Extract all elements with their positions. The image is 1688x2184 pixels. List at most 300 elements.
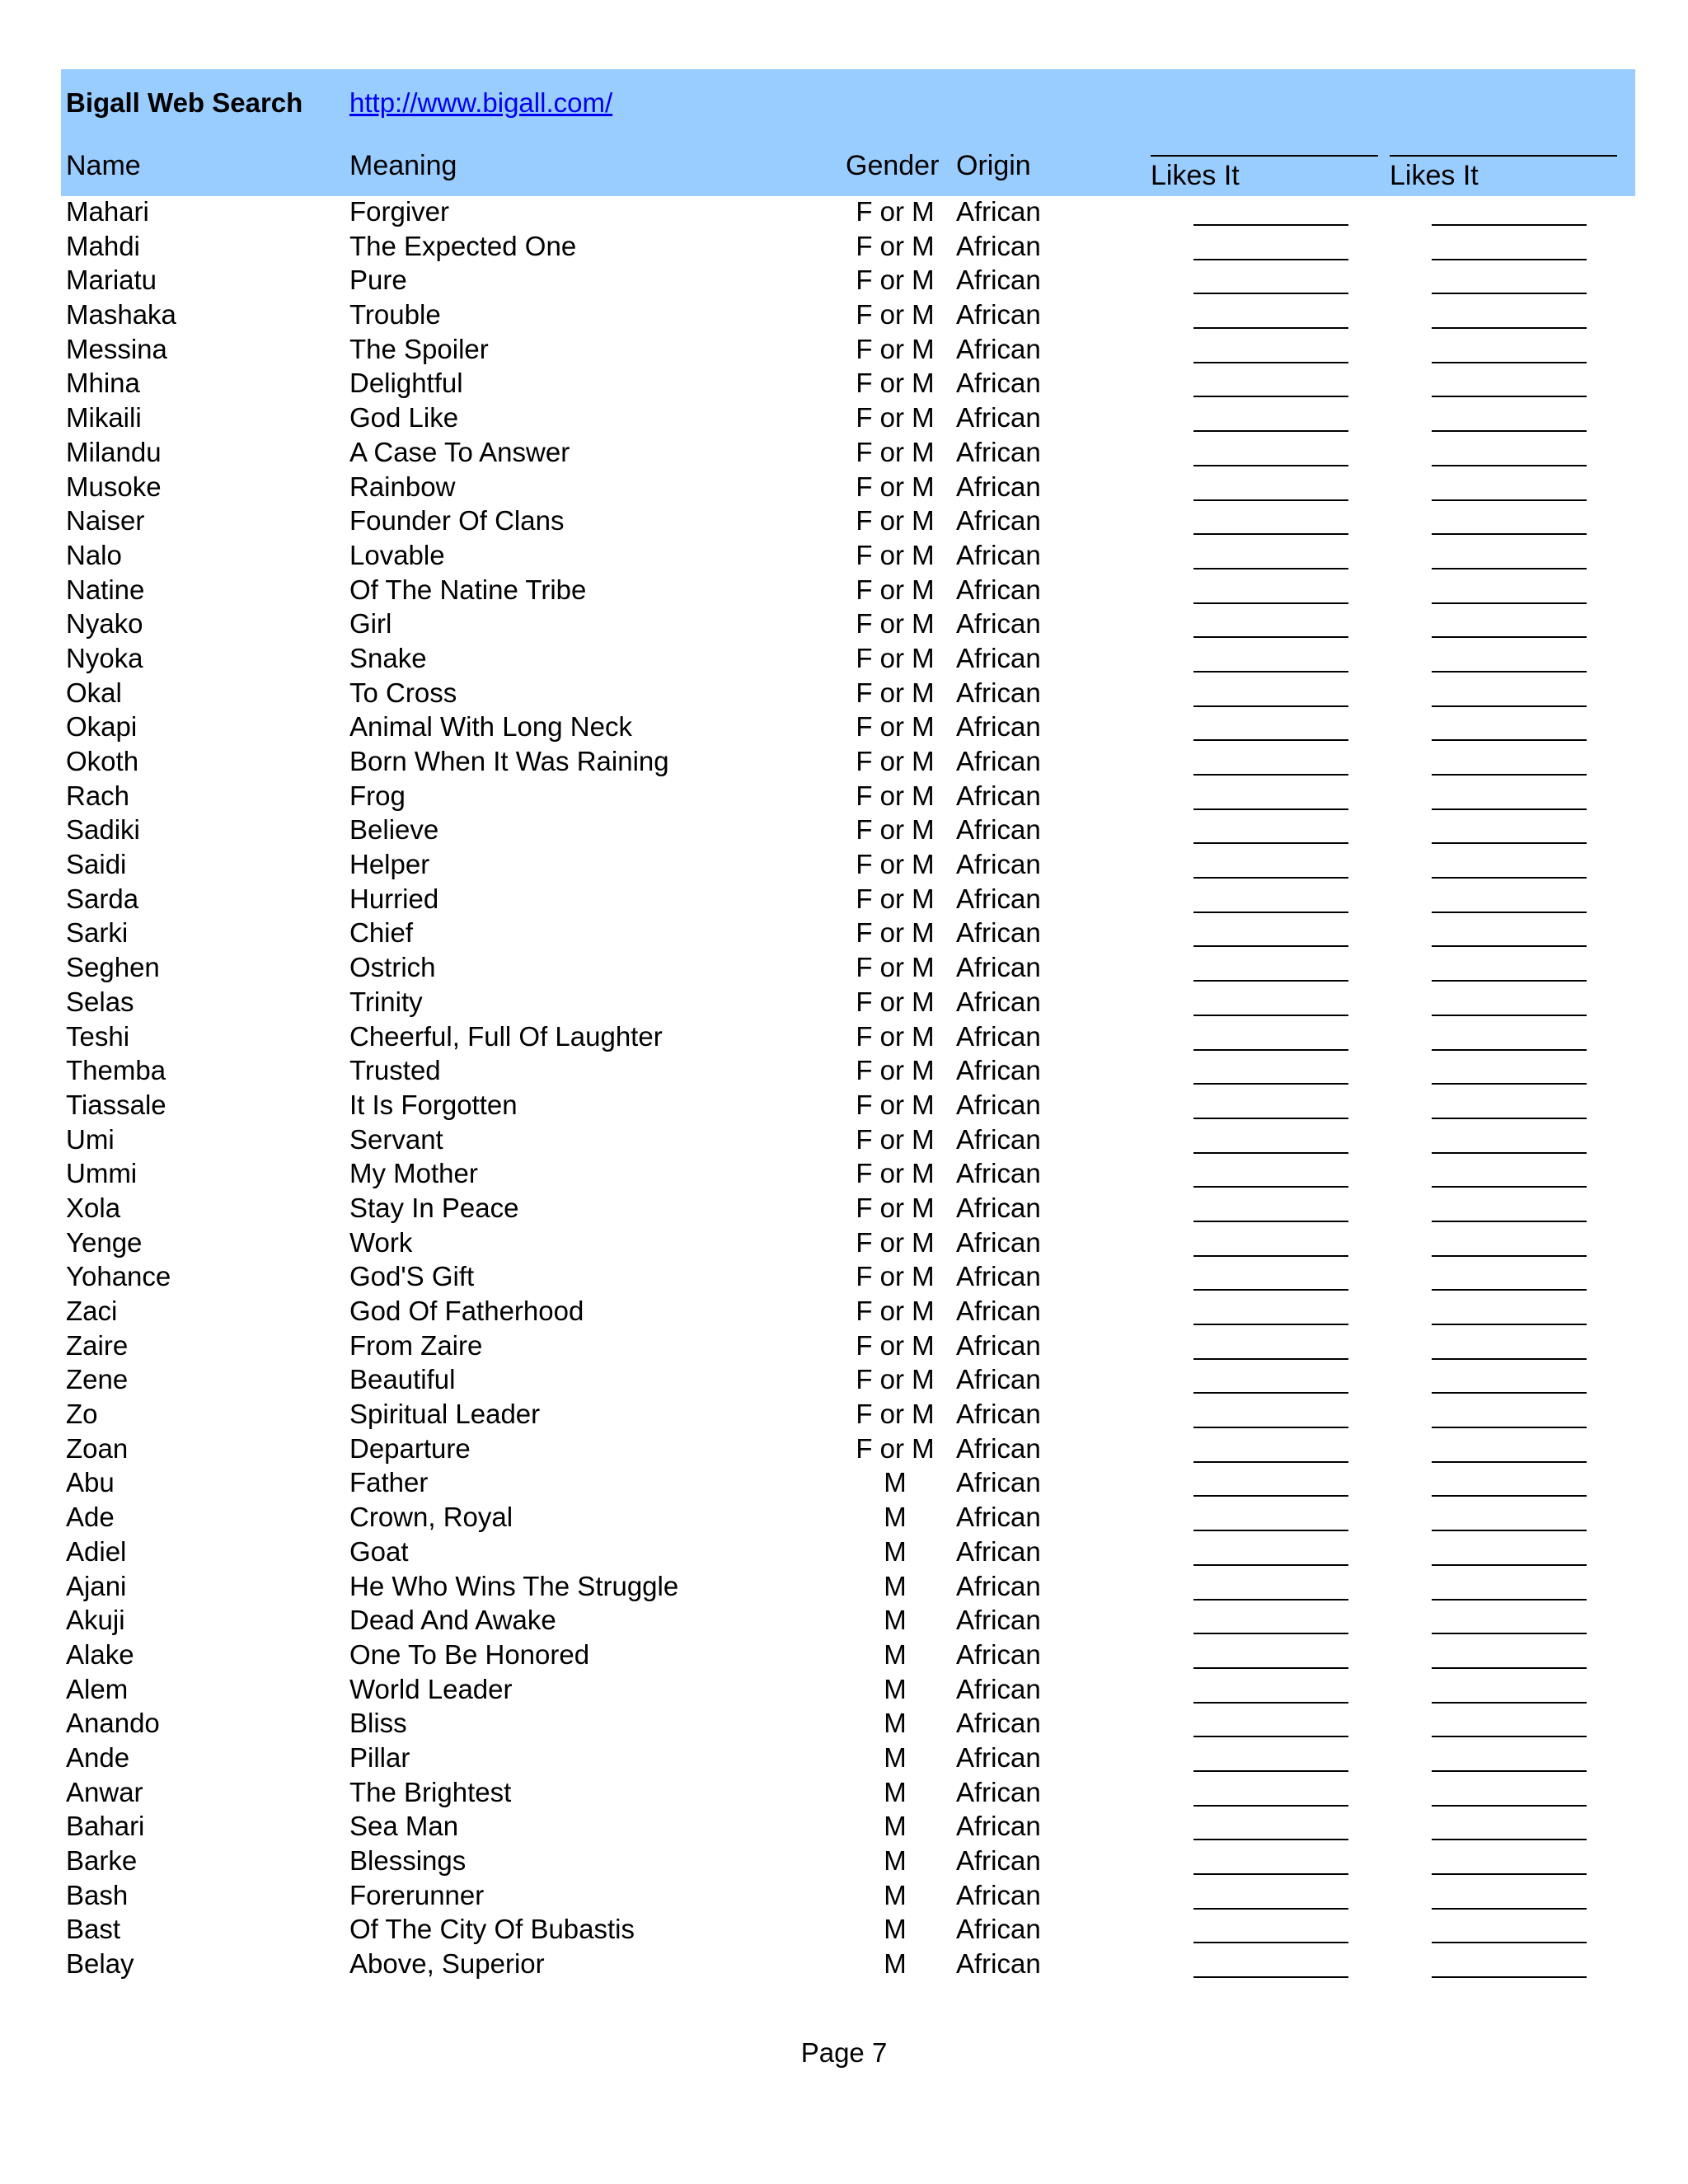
- likes-blank-1[interactable]: [1193, 602, 1348, 604]
- meaning-cell: Frog: [349, 780, 406, 811]
- name-cell: Anando: [66, 1708, 160, 1739]
- table-row: Mahari Forgiver F or M African: [0, 194, 1688, 229]
- name-cell: Mariatu: [66, 265, 157, 296]
- likes-blank-2[interactable]: [1432, 362, 1587, 363]
- name-cell: Barke: [66, 1845, 138, 1876]
- likes-blank-1[interactable]: [1193, 1839, 1348, 1840]
- likes-blank-2[interactable]: [1432, 636, 1587, 638]
- likes-blank-2[interactable]: [1432, 1015, 1587, 1016]
- origin-cell: African: [956, 746, 1041, 776]
- likes-blank-1[interactable]: [1193, 1186, 1348, 1188]
- likes-blank-2[interactable]: [1432, 1873, 1587, 1875]
- table-row: Anwar The Brightest M African: [0, 1775, 1688, 1810]
- likes-blank-2[interactable]: [1432, 499, 1587, 501]
- meaning-cell: Born When It Was Raining: [349, 746, 669, 776]
- origin-cell: African: [956, 265, 1041, 296]
- origin-cell: African: [956, 1123, 1041, 1155]
- origin-cell: African: [956, 1776, 1041, 1807]
- likes-blank-2[interactable]: [1432, 1736, 1587, 1737]
- meaning-cell: Above, Superior: [349, 1948, 545, 1980]
- table-row: Okoth Born When It Was Raining F or M African: [0, 744, 1688, 779]
- table-row: Zene Beautiful F or M African: [0, 1362, 1688, 1397]
- likes-blank-2[interactable]: [1432, 1255, 1587, 1257]
- likes-blank-2[interactable]: [1432, 1392, 1587, 1394]
- likes-blank-2[interactable]: [1432, 1976, 1587, 1978]
- origin-cell: African: [956, 1605, 1041, 1636]
- likes-blank-1[interactable]: [1193, 1358, 1348, 1360]
- name-cell: Akuji: [66, 1605, 125, 1636]
- origin-cell: African: [956, 917, 1041, 949]
- meaning-cell: Goat: [349, 1535, 409, 1567]
- table-row: Adiel Goat M African: [0, 1535, 1688, 1569]
- name-cell: Okal: [66, 677, 122, 708]
- table-row: Ande Pillar M African: [0, 1741, 1688, 1775]
- table-row: Alem World Leader M African: [0, 1672, 1688, 1707]
- likes-blank-2[interactable]: [1432, 877, 1587, 879]
- table-row: Barke Blessings M African: [0, 1844, 1688, 1878]
- table-row: Ajani He Who Wins The Struggle M African: [0, 1569, 1688, 1604]
- origin-cell: African: [956, 642, 1041, 673]
- meaning-cell: Spiritual Leader: [349, 1399, 541, 1430]
- likes-blank-1[interactable]: [1193, 1118, 1348, 1119]
- likes-blank-2[interactable]: [1432, 1633, 1587, 1634]
- likes-blank-1[interactable]: [1193, 327, 1348, 329]
- table-row: Ummi My Mother F or M African: [0, 1156, 1688, 1191]
- meaning-cell: Cheerful, Full Of Laughter: [349, 1020, 663, 1052]
- origin-cell: African: [956, 299, 1041, 330]
- likes-blank-1[interactable]: [1193, 259, 1348, 260]
- column-header-name: Name: [66, 150, 141, 181]
- name-cell: Adiel: [66, 1535, 127, 1567]
- likes-blank-1[interactable]: [1193, 1873, 1348, 1875]
- site-title: Bigall Web Search: [66, 87, 303, 118]
- name-cell: Alem: [66, 1673, 129, 1704]
- origin-cell: African: [956, 1673, 1041, 1704]
- likes-blank-2[interactable]: [1432, 1599, 1587, 1601]
- likes-blank-1[interactable]: [1193, 1908, 1348, 1910]
- meaning-cell: God Like: [349, 402, 459, 434]
- likes-blank-1[interactable]: [1193, 1976, 1348, 1978]
- likes-blank-2[interactable]: [1432, 293, 1587, 294]
- table-row: Tiassale It Is Forgotten F or M African: [0, 1088, 1688, 1122]
- likes-blank-1[interactable]: [1193, 1049, 1348, 1051]
- likes-blank-2[interactable]: [1432, 1702, 1587, 1704]
- table-row: Bash Forerunner M African: [0, 1878, 1688, 1913]
- likes-blank-1[interactable]: [1193, 224, 1348, 226]
- meaning-cell: Work: [349, 1226, 413, 1258]
- origin-cell: African: [956, 883, 1041, 914]
- table-row: Selas Trinity F or M African: [0, 985, 1688, 1019]
- table-row: Yohance God'S Gift F or M African: [0, 1259, 1688, 1294]
- likes-blank-2[interactable]: [1432, 1186, 1587, 1188]
- likes-blank-2[interactable]: [1432, 327, 1587, 329]
- likes-blank-1[interactable]: [1193, 568, 1348, 569]
- table-row: Seghen Ostrich F or M African: [0, 950, 1688, 985]
- likes-blank-2[interactable]: [1432, 1495, 1587, 1497]
- meaning-cell: The Spoiler: [349, 333, 489, 364]
- meaning-cell: One To Be Honored: [349, 1638, 590, 1670]
- origin-cell: African: [956, 1432, 1041, 1464]
- likes-blank-2[interactable]: [1432, 1908, 1587, 1910]
- table-row: Xola Stay In Peace F or M African: [0, 1191, 1688, 1226]
- meaning-cell: Of The Natine Tribe: [349, 574, 587, 605]
- likes-blank-2[interactable]: [1432, 774, 1587, 776]
- likes-blank-2[interactable]: [1432, 912, 1587, 913]
- table-row: Ade Crown, Royal M African: [0, 1500, 1688, 1535]
- likes-blank-1[interactable]: [1193, 739, 1348, 741]
- likes-blank-2[interactable]: [1432, 1427, 1587, 1428]
- meaning-cell: Servant: [349, 1123, 443, 1155]
- meaning-cell: God Of Fatherhood: [349, 1296, 584, 1326]
- table-row: Nyoka Snake F or M African: [0, 641, 1688, 676]
- meaning-cell: Trusted: [349, 1055, 441, 1086]
- likes-blank-1[interactable]: [1193, 1255, 1348, 1257]
- meaning-cell: To Cross: [349, 677, 457, 708]
- origin-cell: African: [956, 436, 1041, 467]
- name-cell: Naiser: [66, 505, 145, 537]
- site-link[interactable]: http://www.bigall.com/: [349, 87, 613, 118]
- likes-blank-2[interactable]: [1432, 602, 1587, 604]
- origin-cell: African: [956, 1741, 1041, 1773]
- likes-blank-1[interactable]: [1193, 293, 1348, 294]
- page-number: Page 7: [800, 2037, 888, 2068]
- column-header-gender: Gender: [846, 150, 940, 181]
- origin-cell: African: [956, 711, 1041, 743]
- meaning-cell: Departure: [349, 1432, 471, 1464]
- likes-blank-1[interactable]: [1193, 499, 1348, 501]
- name-cell: Tiassale: [66, 1089, 166, 1120]
- origin-cell: African: [956, 1948, 1041, 1980]
- table-row: Milandu A Case To Answer F or M African: [0, 435, 1688, 470]
- origin-cell: African: [956, 1570, 1041, 1601]
- likes-blank-1[interactable]: [1193, 774, 1348, 776]
- origin-cell: African: [956, 1502, 1041, 1533]
- meaning-cell: Girl: [349, 608, 392, 640]
- likes-blank-1[interactable]: [1193, 1427, 1348, 1428]
- name-cell: Saidi: [66, 849, 127, 880]
- likes-blank-2[interactable]: [1432, 842, 1587, 844]
- origin-cell: African: [956, 333, 1041, 364]
- name-cell: Bash: [66, 1879, 129, 1910]
- origin-cell: African: [956, 1261, 1041, 1292]
- column-header-likes-2: Likes It: [1390, 160, 1479, 191]
- table-row: Musoke Rainbow F or M African: [0, 470, 1688, 504]
- column-header-origin: Origin: [956, 150, 1031, 181]
- likes-blank-2[interactable]: [1432, 1324, 1587, 1325]
- meaning-cell: Chief: [349, 917, 414, 949]
- likes-blank-2[interactable]: [1432, 1118, 1587, 1119]
- likes-blank-2[interactable]: [1432, 1358, 1587, 1360]
- origin-cell: African: [956, 1055, 1041, 1086]
- table-row: Themba Trusted F or M African: [0, 1053, 1688, 1088]
- likes-blank-2[interactable]: [1432, 1564, 1587, 1566]
- origin-cell: African: [956, 780, 1041, 811]
- name-cell: Mhina: [66, 368, 140, 399]
- name-cell: Mahdi: [66, 230, 140, 261]
- meaning-cell: Rainbow: [349, 471, 456, 502]
- likes-blank-1[interactable]: [1193, 430, 1348, 432]
- name-cell: Nalo: [66, 539, 122, 570]
- likes-blank-2[interactable]: [1432, 224, 1587, 226]
- name-cell: Natine: [66, 574, 145, 605]
- name-cell: Nyoka: [66, 642, 143, 673]
- origin-cell: African: [956, 368, 1041, 399]
- origin-cell: African: [956, 1811, 1041, 1842]
- name-cell: Zene: [66, 1364, 129, 1395]
- table-row: Sarki Chief F or M African: [0, 916, 1688, 950]
- likes-blank-1[interactable]: [1193, 1495, 1348, 1497]
- likes-blank-1[interactable]: [1193, 1530, 1348, 1531]
- origin-cell: African: [956, 539, 1041, 570]
- name-cell: Seghen: [66, 952, 160, 983]
- likes-blank-1[interactable]: [1193, 671, 1348, 673]
- likes-blank-2[interactable]: [1432, 430, 1587, 432]
- likes-blank-1[interactable]: [1193, 1392, 1348, 1394]
- table-row: Abu Father M African: [0, 1465, 1688, 1500]
- name-cell: Okapi: [66, 711, 138, 743]
- table-row: Umi Servant F or M African: [0, 1122, 1688, 1157]
- meaning-cell: A Case To Answer: [349, 436, 570, 467]
- name-cell: Ummi: [66, 1158, 138, 1189]
- origin-cell: African: [956, 1914, 1041, 1945]
- meaning-cell: God'S Gift: [349, 1261, 475, 1292]
- likes-blank-1[interactable]: [1193, 877, 1348, 879]
- origin-cell: African: [956, 471, 1041, 502]
- origin-cell: African: [956, 1467, 1041, 1498]
- likes-blank-1[interactable]: [1193, 1736, 1348, 1737]
- meaning-cell: Bliss: [349, 1708, 407, 1739]
- likes-blank-2[interactable]: [1432, 739, 1587, 741]
- likes-blank-1[interactable]: [1193, 1667, 1348, 1669]
- likes-blank-1[interactable]: [1193, 1633, 1348, 1634]
- origin-cell: African: [956, 1879, 1041, 1910]
- origin-cell: African: [956, 814, 1041, 846]
- likes-header-line-2: [1390, 155, 1617, 157]
- likes-blank-1[interactable]: [1193, 396, 1348, 397]
- name-cell: Xola: [66, 1192, 121, 1223]
- meaning-cell: World Leader: [349, 1673, 513, 1704]
- column-header-meaning: Meaning: [349, 150, 457, 181]
- table-row: Zoan Departure F or M African: [0, 1432, 1688, 1466]
- table-row: Akuji Dead And Awake M African: [0, 1603, 1688, 1638]
- meaning-cell: Crown, Royal: [349, 1502, 513, 1533]
- meaning-cell: Pure: [349, 265, 407, 296]
- likes-blank-2[interactable]: [1432, 1152, 1587, 1154]
- table-row: Sadiki Believe F or M African: [0, 813, 1688, 847]
- meaning-cell: Hurried: [349, 883, 439, 914]
- name-cell: Ade: [66, 1502, 115, 1533]
- likes-blank-2[interactable]: [1432, 396, 1587, 397]
- origin-cell: African: [956, 1296, 1041, 1326]
- likes-blank-2[interactable]: [1432, 568, 1587, 569]
- likes-blank-1[interactable]: [1193, 1015, 1348, 1016]
- likes-blank-1[interactable]: [1193, 1564, 1348, 1566]
- likes-header-line-1: [1151, 155, 1378, 157]
- likes-blank-1[interactable]: [1193, 980, 1348, 982]
- likes-blank-1[interactable]: [1193, 808, 1348, 810]
- table-row: Zaire From Zaire F or M African: [0, 1329, 1688, 1363]
- likes-blank-1[interactable]: [1193, 1152, 1348, 1154]
- meaning-cell: Sea Man: [349, 1811, 459, 1842]
- likes-blank-1[interactable]: [1193, 945, 1348, 947]
- likes-blank-2[interactable]: [1432, 259, 1587, 260]
- meaning-cell: Beautiful: [349, 1364, 456, 1395]
- column-header-likes-1: Likes It: [1151, 160, 1240, 191]
- name-cell: Themba: [66, 1055, 166, 1086]
- meaning-cell: It Is Forgotten: [349, 1089, 518, 1120]
- name-cell: Zaci: [66, 1296, 118, 1326]
- table-row: Teshi Cheerful, Full Of Laughter F or M African: [0, 1019, 1688, 1054]
- name-cell: Alake: [66, 1638, 134, 1670]
- name-cell: Sarda: [66, 883, 139, 914]
- meaning-cell: The Brightest: [349, 1776, 512, 1807]
- name-cell: Nyako: [66, 608, 143, 640]
- name-cell: Mikaili: [66, 402, 142, 434]
- table-row: Anando Bliss M African: [0, 1706, 1688, 1741]
- likes-blank-1[interactable]: [1193, 1083, 1348, 1085]
- likes-blank-1[interactable]: [1193, 636, 1348, 638]
- likes-blank-1[interactable]: [1193, 842, 1348, 844]
- meaning-cell: Lovable: [349, 539, 445, 570]
- likes-blank-2[interactable]: [1432, 1461, 1587, 1463]
- likes-blank-2[interactable]: [1432, 1289, 1587, 1291]
- likes-blank-2[interactable]: [1432, 671, 1587, 673]
- likes-blank-1[interactable]: [1193, 1942, 1348, 1943]
- name-cell: Sarki: [66, 917, 129, 949]
- table-row: Natine Of The Natine Tribe F or M African: [0, 573, 1688, 607]
- likes-blank-1[interactable]: [1193, 1461, 1348, 1463]
- name-cell: Messina: [66, 333, 167, 364]
- likes-blank-1[interactable]: [1193, 705, 1348, 707]
- likes-blank-2[interactable]: [1432, 1049, 1587, 1051]
- origin-cell: African: [956, 1708, 1041, 1739]
- origin-cell: African: [956, 505, 1041, 537]
- likes-blank-1[interactable]: [1193, 1221, 1348, 1222]
- origin-cell: African: [956, 1226, 1041, 1258]
- name-cell: Anwar: [66, 1776, 143, 1807]
- meaning-cell: Trinity: [349, 986, 423, 1017]
- origin-cell: African: [956, 230, 1041, 261]
- name-cell: Ajani: [66, 1570, 127, 1601]
- likes-blank-2[interactable]: [1432, 1839, 1587, 1840]
- table-row: Okal To Cross F or M African: [0, 676, 1688, 710]
- meaning-cell: Delightful: [349, 368, 463, 399]
- likes-blank-2[interactable]: [1432, 1083, 1587, 1085]
- meaning-cell: Snake: [349, 642, 427, 673]
- likes-blank-1[interactable]: [1193, 362, 1348, 363]
- origin-cell: African: [956, 1364, 1041, 1395]
- origin-cell: African: [956, 1020, 1041, 1052]
- table-row: Mhina Delightful F or M African: [0, 366, 1688, 401]
- meaning-cell: Forerunner: [349, 1879, 485, 1910]
- origin-cell: African: [956, 849, 1041, 880]
- likes-blank-2[interactable]: [1432, 1530, 1587, 1531]
- meaning-cell: Forgiver: [349, 196, 450, 227]
- likes-blank-2[interactable]: [1432, 808, 1587, 810]
- origin-cell: African: [956, 1192, 1041, 1223]
- likes-blank-1[interactable]: [1193, 1770, 1348, 1772]
- name-cell: Yohance: [66, 1261, 171, 1292]
- likes-blank-1[interactable]: [1193, 1289, 1348, 1291]
- likes-blank-1[interactable]: [1193, 1599, 1348, 1601]
- table-header-band: [61, 69, 1635, 196]
- likes-blank-2[interactable]: [1432, 705, 1587, 707]
- table-row: Messina The Spoiler F or M African: [0, 332, 1688, 367]
- name-cell: Okoth: [66, 746, 139, 776]
- likes-blank-2[interactable]: [1432, 1667, 1587, 1669]
- origin-cell: African: [956, 1638, 1041, 1670]
- name-cell: Umi: [66, 1123, 115, 1155]
- likes-blank-2[interactable]: [1432, 945, 1587, 947]
- meaning-cell: Founder Of Clans: [349, 505, 565, 537]
- origin-cell: African: [956, 402, 1041, 434]
- name-cell: Zaire: [66, 1329, 129, 1361]
- table-row: Mahdi The Expected One F or M African: [0, 229, 1688, 264]
- name-cell: Selas: [66, 986, 134, 1017]
- likes-blank-2[interactable]: [1432, 465, 1587, 466]
- likes-blank-1[interactable]: [1193, 1324, 1348, 1325]
- origin-cell: African: [956, 986, 1041, 1017]
- likes-blank-1[interactable]: [1193, 1805, 1348, 1807]
- name-cell: Rach: [66, 780, 130, 811]
- name-cell: Musoke: [66, 471, 162, 502]
- name-cell: Ande: [66, 1741, 130, 1773]
- name-cell: Zoan: [66, 1432, 129, 1464]
- likes-blank-2[interactable]: [1432, 1805, 1587, 1807]
- likes-blank-2[interactable]: [1432, 1221, 1587, 1222]
- name-cell: Zo: [66, 1399, 98, 1430]
- table-row: Okapi Animal With Long Neck F or M African: [0, 710, 1688, 744]
- name-cell: Belay: [66, 1948, 134, 1980]
- likes-blank-1[interactable]: [1193, 912, 1348, 913]
- origin-cell: African: [956, 608, 1041, 640]
- table-row: Bast Of The City Of Bubastis M African: [0, 1912, 1688, 1947]
- origin-cell: African: [956, 1329, 1041, 1361]
- meaning-cell: Of The City Of Bubastis: [349, 1914, 635, 1945]
- likes-blank-2[interactable]: [1432, 980, 1587, 982]
- likes-blank-1[interactable]: [1193, 533, 1348, 535]
- likes-blank-2[interactable]: [1432, 1770, 1587, 1772]
- meaning-cell: Animal With Long Neck: [349, 711, 632, 743]
- table-row: Mashaka Trouble F or M African: [0, 298, 1688, 332]
- origin-cell: African: [956, 574, 1041, 605]
- origin-cell: African: [956, 1158, 1041, 1189]
- meaning-cell: Father: [349, 1467, 429, 1498]
- meaning-cell: He Who Wins The Struggle: [349, 1570, 679, 1601]
- origin-cell: African: [956, 1399, 1041, 1430]
- likes-blank-2[interactable]: [1432, 1942, 1587, 1943]
- meaning-cell: Ostrich: [349, 952, 436, 983]
- origin-cell: African: [956, 952, 1041, 983]
- names-table: [0, 194, 1688, 1981]
- table-row: Sarda Hurried F or M African: [0, 882, 1688, 916]
- meaning-cell: Stay In Peace: [349, 1192, 519, 1223]
- meaning-cell: Helper: [349, 849, 430, 880]
- likes-blank-1[interactable]: [1193, 1702, 1348, 1704]
- meaning-cell: Dead And Awake: [349, 1605, 556, 1636]
- meaning-cell: Pillar: [349, 1741, 410, 1773]
- table-row: Zo Spiritual Leader F or M African: [0, 1397, 1688, 1432]
- table-row: Saidi Helper F or M African: [0, 847, 1688, 882]
- origin-cell: African: [956, 677, 1041, 708]
- likes-blank-2[interactable]: [1432, 533, 1587, 535]
- likes-blank-1[interactable]: [1193, 465, 1348, 466]
- meaning-cell: My Mother: [349, 1158, 478, 1189]
- table-row: Mikaili God Like F or M African: [0, 401, 1688, 435]
- name-cell: Mashaka: [66, 299, 176, 330]
- name-cell: Teshi: [66, 1020, 130, 1052]
- meaning-cell: Blessings: [349, 1845, 467, 1876]
